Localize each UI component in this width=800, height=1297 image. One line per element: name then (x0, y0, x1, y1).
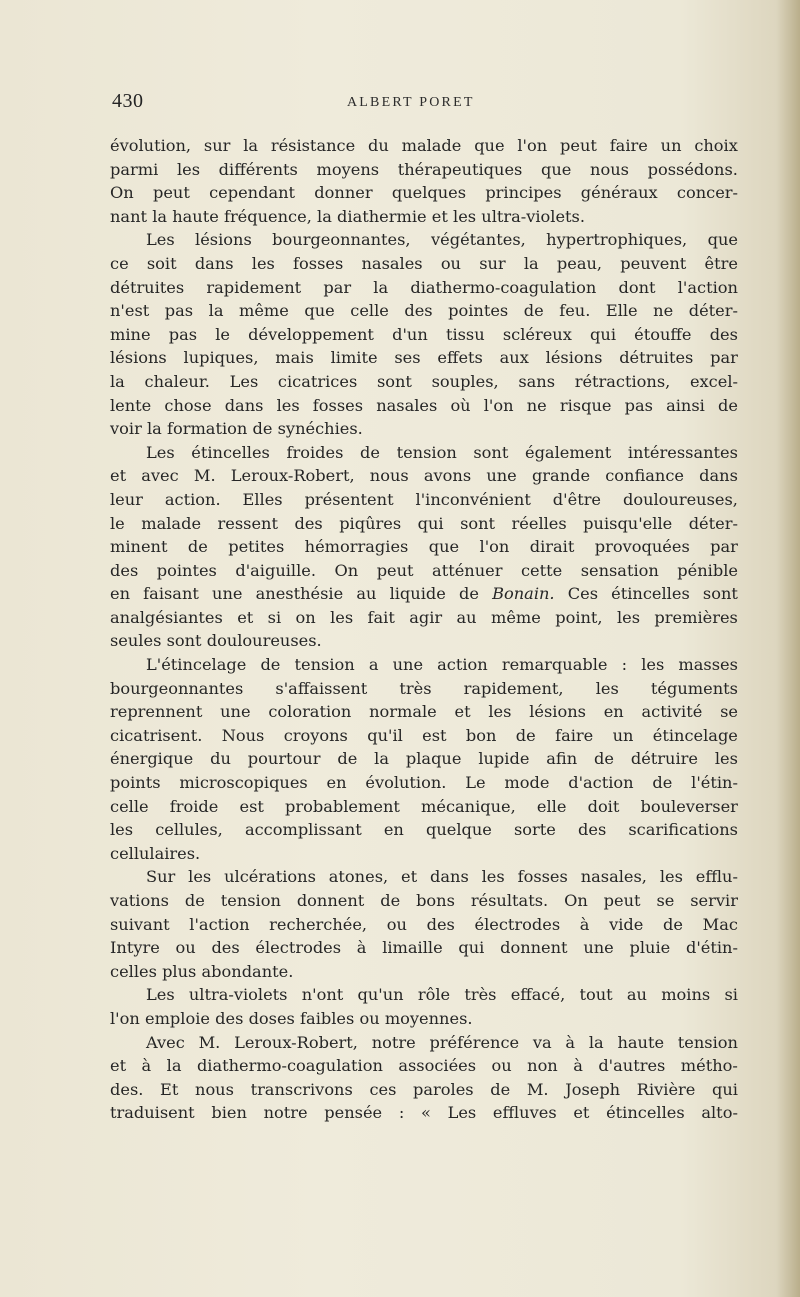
text-line: n'est pas la même que celle des pointes de feu. Elle ne déter- (110, 301, 738, 321)
text-line: nant la haute fréquence, la diathermie et les ultra-violets. (110, 206, 586, 226)
text-line: traduisent bien notre pensée : « Les effluves et étincelles alto- (110, 1103, 738, 1123)
text-line: lente chose dans les fosses nasales où l'on ne risque pas ainsi de (110, 395, 738, 415)
text-line: celle froide est probablement mécanique, elle doit bouleverser (110, 796, 738, 816)
text-line: suivant l'action recherchée, ou des électrodes à vide de Mac (110, 914, 738, 934)
text-line: mine pas le développement d'un tissu scléreux qui étouffe des (110, 324, 738, 344)
running-header: ALBERT PORET (347, 95, 475, 110)
text-line: analgésiantes et si on les fait agir au même point, les premières (110, 607, 738, 627)
text-line: celles plus abondante. (110, 961, 294, 981)
text-line: cicatrisent. Nous croyons qu'il est bon de faire un étincelage (110, 725, 738, 745)
text-line: la chaleur. Les cicatrices sont souples, sans rétractions, excel- (110, 371, 738, 391)
text-line: voir la formation de synéchies. (110, 419, 363, 439)
text-line: des pointes d'aiguille. On peut atténuer cette sensation pénible (110, 560, 738, 580)
page-number: 430 (112, 90, 144, 112)
text-line: et avec M. Leroux-Robert, nous avons une grande confiance dans (110, 466, 738, 486)
text-line: des. Et nous transcrivons ces paroles de M. Joseph Rivière qui (110, 1079, 738, 1099)
text-line: l'on emploie des doses faibles ou moyennes. (110, 1008, 473, 1028)
text-line: détruites rapidement par la diathermo-coagulation dont l'action (110, 277, 738, 297)
text-line: évolution, sur la résistance du malade que l'on peut faire un choix (110, 136, 738, 155)
text-line: leur action. Elles présentent l'inconvénient d'être douloureuses, (110, 489, 738, 509)
body-text (110, 134, 738, 1125)
text-line: vations de tension donnent de bons résultats. On peut se servir (110, 891, 738, 910)
text-line: On peut cependant donner quelques principes généraux concer- (110, 183, 738, 203)
text-line: énergique du pourtour de la plaque lupide afin de détruire les (110, 749, 738, 769)
text-line: L'étincelage de tension a une action remarquable : les masses (146, 655, 738, 675)
text-line: Avec M. Leroux-Robert, notre préférence va à la haute tension (146, 1032, 738, 1052)
text-line: parmi les différents moyens thérapeutiques que nous possédons. (110, 159, 738, 179)
text-line: Les lésions bourgeonnantes, végétantes, hypertrophiques, que (146, 230, 738, 250)
text-line: Intyre ou des électrodes à limaille qui donnent une pluie d'étin- (110, 938, 738, 958)
text-line: Sur les ulcérations atones, et dans les fosses nasales, les efflu- (146, 867, 738, 887)
text-line: seules sont douloureuses. (110, 631, 322, 651)
text-line: reprennent une coloration normale et les lésions en activité se (110, 702, 738, 722)
text-line: les cellules, accomplissant en quelque sorte des scarifications (110, 820, 738, 840)
text-line: et à la diathermo-coagulation associées ou non à d'autres métho- (110, 1056, 738, 1076)
text-line: Les étincelles froides de tension sont également intéressantes (146, 442, 738, 462)
text-line: en faisant une anesthésie au liquide de Bonain. Ces étincelles sont (110, 584, 738, 604)
text-line: minent de petites hémorragies que l'on dirait provoquées par (110, 537, 738, 557)
text-line: cellulaires. (110, 843, 201, 863)
text-line: points microscopiques en évolution. Le mode d'action de l'étin- (110, 773, 738, 793)
text-line: le malade ressent des piqûres qui sont réelles puisqu'elle déter- (110, 513, 738, 533)
text-line: lésions lupiques, mais limite ses effets aux lésions détruites par (110, 348, 738, 368)
text-line: Les ultra-violets n'ont qu'un rôle très effacé, tout au moins si (146, 985, 738, 1005)
text-line: bourgeonnantes s'affaissent très rapidement, les téguments (110, 678, 738, 698)
text-line: ce soit dans les fosses nasales ou sur la peau, peuvent être (110, 253, 738, 273)
